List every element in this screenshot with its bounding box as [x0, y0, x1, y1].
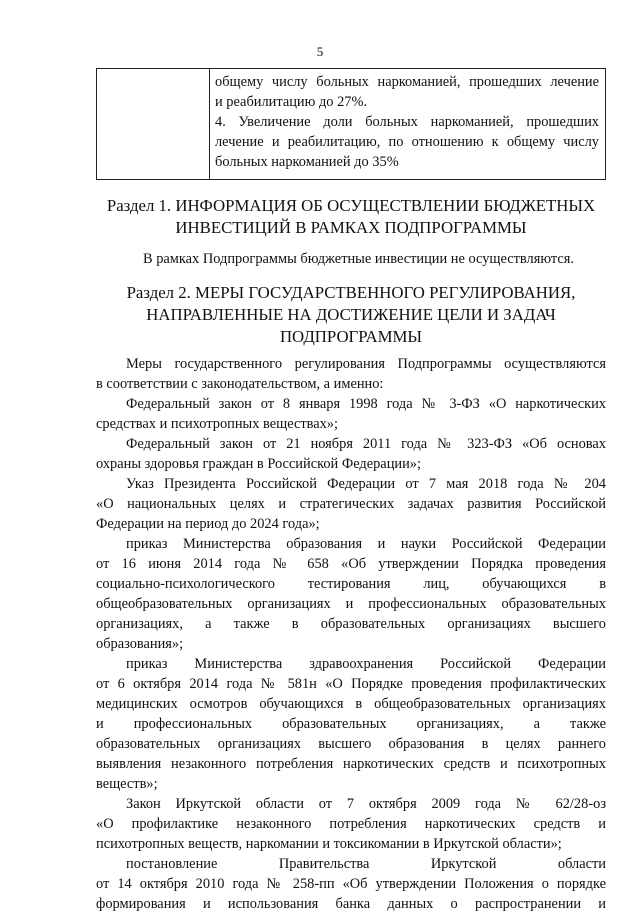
body-line: приказ Министерства образования и науки Российской Федерации [126, 536, 606, 552]
body-line: в соответствии с законодательством, а именно: [96, 376, 384, 392]
section1-heading-line: Раздел 1. ИНФОРМАЦИЯ ОБ ОСУЩЕСТВЛЕНИИ БЮДЖЕТНЫХ [106, 196, 596, 215]
body-line: от 16 июня 2014 года № 658 «Об утверждении Порядка проведения [96, 556, 606, 572]
body-line: социально-психологического тестирования лиц, обучающихся в [96, 576, 606, 592]
body-line: «О профилактике незаконного потребления наркотических средств и [96, 816, 606, 832]
table-line: 4. Увеличение доли больных наркоманией, прошедших [215, 114, 599, 130]
body-line: от 14 октября 2010 года № 258-пп «Об утверждении Положения о порядке [96, 876, 606, 892]
body-line: приказ Министерства здравоохранения Российской Федерации [126, 656, 606, 672]
section1-text: В рамках Подпрограммы бюджетные инвестиции не осуществляются. [143, 251, 574, 267]
body-line: средствах и психотропных веществах»; [96, 416, 339, 432]
body-line: охраны здоровья граждан в Российской Федерации»; [96, 456, 421, 472]
body-line: постановление Правительства Иркутской области [126, 856, 606, 872]
body-line: психотропных веществ, наркомании и токсикомании в Иркутской области»; [96, 836, 562, 852]
body-line: «О национальных целях и стратегических задачах развития Российской [96, 496, 606, 512]
body-line: медицинских осмотров обучающихся в общеобразовательных организациях [96, 696, 606, 712]
section1-heading-line: ИНВЕСТИЦИЙ В РАМКАХ ПОДПРОГРАММЫ [175, 218, 527, 237]
table-line: и реабилитацию до 27%. [215, 94, 368, 110]
body-line: Федеральный закон от 21 ноября 2011 года № 323-ФЗ «Об основах [126, 436, 606, 452]
section2-body [96, 354, 606, 914]
body-line: Меры государственного регулирования Подпрограммы осуществляются [126, 356, 606, 372]
section1-heading [96, 195, 606, 239]
body-line: Указ Президента Российской Федерации от 7 мая 2018 года № 204 [126, 476, 606, 492]
table-line: общему числу больных наркоманией, прошедших лечение [215, 74, 599, 90]
body-line: образовательных организациях высшего образования в целях раннего [96, 736, 606, 752]
section2-heading-line: НАПРАВЛЕННЫЕ НА ДОСТИЖЕНИЕ ЦЕЛИ И ЗАДАЧ [146, 305, 556, 324]
body-line: Федеральный закон от 8 января 1998 года № 3-ФЗ «О наркотических [126, 396, 606, 412]
table-empty-cell [97, 69, 210, 179]
body-line: от 6 октября 2014 года № 581н «О Порядке проведения профилактических [96, 676, 606, 692]
body-line: и профессиональных образовательных организациях, а также [96, 716, 606, 732]
body-line: организациях, а также в образовательных организациях высшего [96, 616, 606, 632]
section2-heading-line: Раздел 2. МЕРЫ ГОСУДАРСТВЕННОГО РЕГУЛИРОВАНИЯ, [126, 283, 576, 302]
body-line: выявления незаконного потребления наркотических средств и психотропных [96, 756, 606, 772]
body-line: формирования и использования банка данных о распространении и [96, 896, 606, 912]
section2-heading [96, 282, 606, 348]
indicators-table [96, 68, 606, 180]
body-line: образования»; [96, 636, 184, 652]
body-line: Закон Иркутской области от 7 октября 2009 года № 62/28-оз [126, 796, 606, 812]
table-text-cell [210, 69, 605, 179]
body-line: веществ»; [96, 776, 158, 792]
section2-heading-line: ПОДПРОГРАММЫ [279, 327, 423, 346]
body-line: Федерации на период до 2024 года»; [96, 516, 320, 532]
table-line: больных наркоманией до 35% [215, 154, 399, 170]
body-line: общеобразовательных организациях и профессиональных образовательных [96, 596, 606, 612]
table-line: лечение и реабилитацию, по отношению к общему числу [215, 134, 599, 150]
page-number: 5 [316, 44, 324, 59]
